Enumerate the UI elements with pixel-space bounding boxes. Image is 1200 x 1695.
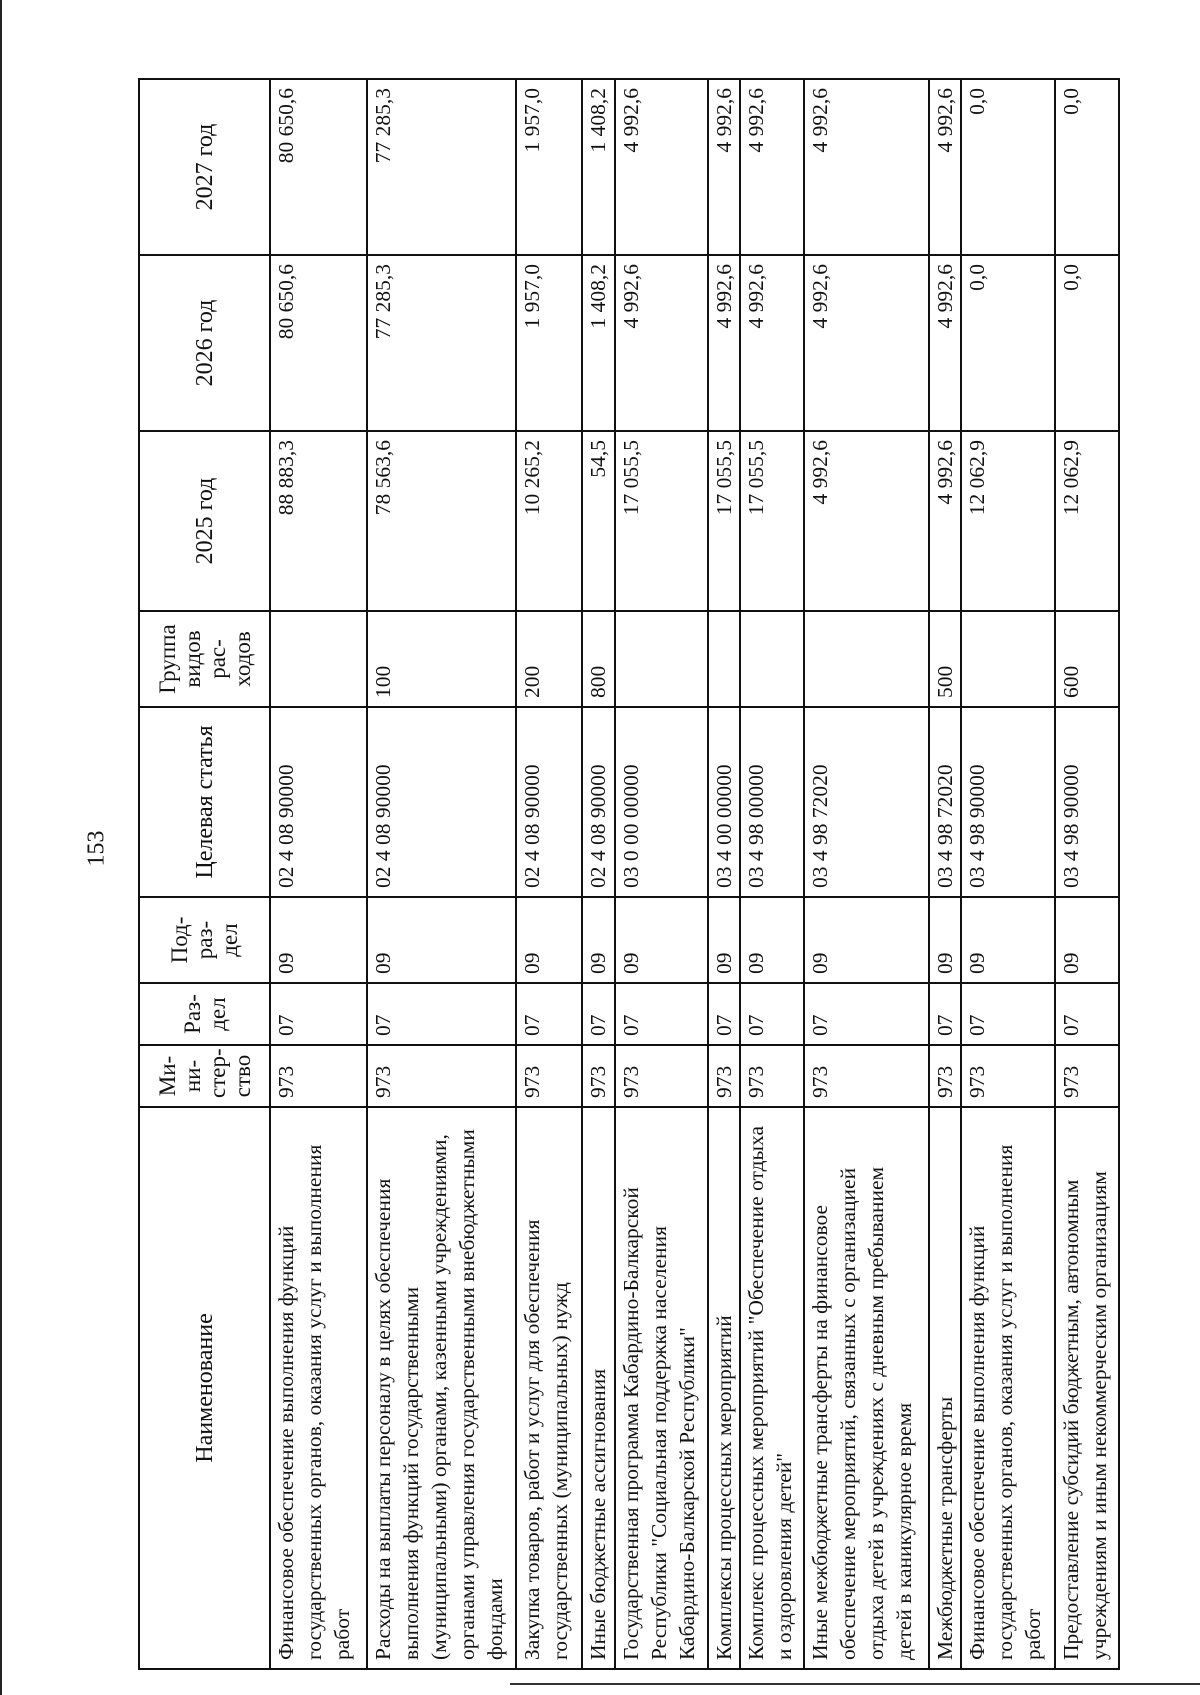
cell-ministry: 973 bbox=[961, 1045, 1055, 1107]
cell-2025: 17 055,5 bbox=[615, 431, 708, 611]
cell-ministry: 973 bbox=[804, 1045, 929, 1107]
cell-name: Предоставление субсидий бюджетным, автономным учреждениям и иным некоммерческим организациям bbox=[1055, 1107, 1119, 1669]
cell-2027: 4 992,6 bbox=[708, 79, 740, 255]
cell-subsection: 09 bbox=[961, 897, 1055, 983]
table-row bbox=[961, 79, 1055, 1669]
cell-subsection: 09 bbox=[516, 897, 582, 983]
cell-2026: 1 408,2 bbox=[582, 255, 615, 431]
cell-target: 02 4 08 90000 bbox=[367, 707, 516, 897]
cell-subsection: 09 bbox=[708, 897, 740, 983]
cell-group: 200 bbox=[516, 611, 582, 707]
table-row bbox=[740, 79, 804, 1669]
cell-group: 800 bbox=[582, 611, 615, 707]
cell-2025: 88 883,3 bbox=[270, 431, 367, 611]
cell-subsection: 09 bbox=[582, 897, 615, 983]
cell-target: 03 4 98 72020 bbox=[929, 707, 961, 897]
table-row bbox=[804, 79, 929, 1669]
cell-2025: 4 992,6 bbox=[804, 431, 929, 611]
cell-section: 07 bbox=[582, 983, 615, 1045]
cell-group bbox=[615, 611, 708, 707]
header-ministry: Ми- ни- стер- ство bbox=[139, 1045, 270, 1107]
header-section: Раз- дел bbox=[139, 983, 270, 1045]
table-row bbox=[516, 79, 582, 1669]
cell-2026: 77 285,3 bbox=[367, 255, 516, 431]
cell-section: 07 bbox=[270, 983, 367, 1045]
cell-group: 500 bbox=[929, 611, 961, 707]
table-row bbox=[367, 79, 516, 1669]
cell-target: 03 4 98 90000 bbox=[1055, 707, 1119, 897]
cell-subsection: 09 bbox=[367, 897, 516, 983]
table-row bbox=[615, 79, 708, 1669]
cell-2025: 12 062,9 bbox=[1055, 431, 1119, 611]
cell-group bbox=[740, 611, 804, 707]
cell-subsection: 09 bbox=[804, 897, 929, 983]
table-row bbox=[708, 79, 740, 1669]
table-row bbox=[270, 79, 367, 1669]
scan-edge-left bbox=[0, 0, 2, 1695]
cell-target: 03 0 00 00000 bbox=[615, 707, 708, 897]
cell-subsection: 09 bbox=[270, 897, 367, 983]
cell-target: 03 4 98 00000 bbox=[740, 707, 804, 897]
budget-table bbox=[138, 78, 1120, 1670]
cell-2025: 54,5 bbox=[582, 431, 615, 611]
cell-group: 100 bbox=[367, 611, 516, 707]
cell-section: 07 bbox=[961, 983, 1055, 1045]
cell-target: 02 4 08 90000 bbox=[516, 707, 582, 897]
cell-ministry: 973 bbox=[740, 1045, 804, 1107]
cell-target: 02 4 08 90000 bbox=[270, 707, 367, 897]
cell-name: Комплексы процессных мероприятий bbox=[708, 1107, 740, 1669]
cell-2027: 4 992,6 bbox=[740, 79, 804, 255]
cell-name: Расходы на выплаты персоналу в целях обеспечения выполнения функций государственными (муниципальными) органами, казенными учреждениями, органами управления государственными внебюджетными фондами bbox=[367, 1107, 516, 1669]
header-row bbox=[139, 79, 270, 1669]
cell-section: 07 bbox=[615, 983, 708, 1045]
cell-section: 07 bbox=[929, 983, 961, 1045]
cell-group bbox=[804, 611, 929, 707]
cell-2026: 0,0 bbox=[961, 255, 1055, 431]
cell-2026: 4 992,6 bbox=[708, 255, 740, 431]
cell-name: Иные межбюджетные трансферты на финансовое обеспечение мероприятий, связанных с организацией отдыха детей в учреждениях с дневным пребыванием детей в каникулярное время bbox=[804, 1107, 929, 1669]
header-name: Наименование bbox=[139, 1107, 270, 1669]
cell-2026: 4 992,6 bbox=[615, 255, 708, 431]
table-row bbox=[929, 79, 961, 1669]
cell-name: Финансовое обеспечение выполнения функций государственных органов, оказания услуг и выполнения работ bbox=[270, 1107, 367, 1669]
cell-name: Иные бюджетные ассигнования bbox=[582, 1107, 615, 1669]
cell-section: 07 bbox=[1055, 983, 1119, 1045]
cell-2025: 78 563,6 bbox=[367, 431, 516, 611]
cell-2027: 80 650,6 bbox=[270, 79, 367, 255]
cell-2026: 1 957,0 bbox=[516, 255, 582, 431]
cell-subsection: 09 bbox=[740, 897, 804, 983]
cell-target: 03 4 00 00000 bbox=[708, 707, 740, 897]
cell-target: 03 4 98 90000 bbox=[961, 707, 1055, 897]
table-row bbox=[1055, 79, 1119, 1669]
cell-2026: 80 650,6 bbox=[270, 255, 367, 431]
header-subsection: Под- раз- дел bbox=[139, 897, 270, 983]
page-number bbox=[82, 818, 112, 878]
cell-2027: 0,0 bbox=[1055, 79, 1119, 255]
cell-2027: 4 992,6 bbox=[615, 79, 708, 255]
scan-edge-bottom bbox=[510, 1683, 1200, 1685]
cell-group bbox=[708, 611, 740, 707]
cell-section: 07 bbox=[708, 983, 740, 1045]
cell-ministry: 973 bbox=[708, 1045, 740, 1107]
cell-2027: 1 957,0 bbox=[516, 79, 582, 255]
cell-ministry: 973 bbox=[582, 1045, 615, 1107]
cell-section: 07 bbox=[367, 983, 516, 1045]
cell-name: Государственная программа Кабардино-Балкарской Республики "Социальная поддержка населения Кабардино-Балкарской Республики" bbox=[615, 1107, 708, 1669]
table-row bbox=[582, 79, 615, 1669]
rotated-table-wrapper bbox=[138, 80, 1111, 1670]
cell-group bbox=[270, 611, 367, 707]
header-2025: 2025 год bbox=[139, 431, 270, 611]
cell-2025: 4 992,6 bbox=[929, 431, 961, 611]
cell-2025: 12 062,9 bbox=[961, 431, 1055, 611]
cell-name: Межбюджетные трансферты bbox=[929, 1107, 961, 1669]
cell-subsection: 09 bbox=[929, 897, 961, 983]
cell-2027: 0,0 bbox=[961, 79, 1055, 255]
page-number-text: 153 bbox=[83, 830, 110, 866]
cell-name: Закупка товаров, работ и услуг для обеспечения государственных (муниципальных) нужд bbox=[516, 1107, 582, 1669]
cell-2025: 17 055,5 bbox=[740, 431, 804, 611]
cell-2027: 77 285,3 bbox=[367, 79, 516, 255]
cell-ministry: 973 bbox=[615, 1045, 708, 1107]
cell-ministry: 973 bbox=[270, 1045, 367, 1107]
cell-ministry: 973 bbox=[929, 1045, 961, 1107]
header-group: Группа видов рас- ходов bbox=[139, 611, 270, 707]
header-2027: 2027 год bbox=[139, 79, 270, 255]
cell-2027: 4 992,6 bbox=[929, 79, 961, 255]
cell-target: 03 4 98 72020 bbox=[804, 707, 929, 897]
cell-2027: 1 408,2 bbox=[582, 79, 615, 255]
cell-name: Финансовое обеспечение выполнения функций государственных органов, оказания услуг и выполнения работ bbox=[961, 1107, 1055, 1669]
cell-ministry: 973 bbox=[1055, 1045, 1119, 1107]
cell-section: 07 bbox=[740, 983, 804, 1045]
cell-2025: 10 265,2 bbox=[516, 431, 582, 611]
cell-name: Комплекс процессных мероприятий "Обеспечение отдыха и оздоровления детей" bbox=[740, 1107, 804, 1669]
cell-group bbox=[961, 611, 1055, 707]
cell-section: 07 bbox=[804, 983, 929, 1045]
header-target: Целевая статья bbox=[139, 707, 270, 897]
cell-2026: 4 992,6 bbox=[804, 255, 929, 431]
cell-section: 07 bbox=[516, 983, 582, 1045]
cell-2026: 4 992,6 bbox=[740, 255, 804, 431]
header-2026: 2026 год bbox=[139, 255, 270, 431]
cell-group: 600 bbox=[1055, 611, 1119, 707]
cell-subsection: 09 bbox=[615, 897, 708, 983]
cell-2025: 17 055,5 bbox=[708, 431, 740, 611]
cell-subsection: 09 bbox=[1055, 897, 1119, 983]
cell-2026: 4 992,6 bbox=[929, 255, 961, 431]
cell-ministry: 973 bbox=[516, 1045, 582, 1107]
cell-2027: 4 992,6 bbox=[804, 79, 929, 255]
cell-ministry: 973 bbox=[367, 1045, 516, 1107]
cell-2026: 0,0 bbox=[1055, 255, 1119, 431]
cell-target: 02 4 08 90000 bbox=[582, 707, 615, 897]
